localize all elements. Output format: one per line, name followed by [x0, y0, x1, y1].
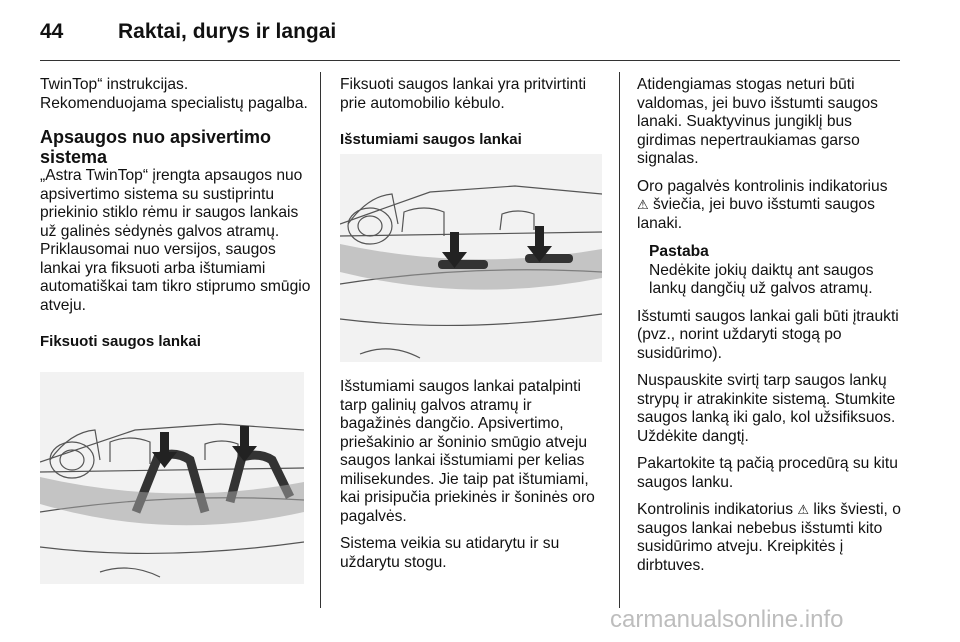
- extendable-rollbars-illustration: [340, 154, 602, 362]
- paragraph: Išstumti saugos lankai gali būti įtraukti (pvz., norint uždaryti stogą po susidūrimo).: [637, 307, 899, 362]
- page-number: 44: [40, 20, 64, 43]
- column-divider-1: [320, 72, 321, 608]
- paragraph-indicator: Kontrolinis indikatorius ⚠ liks šviesti, o saugos lankai nebebus išstumti kito susidūrimo atveju. Kreipkitės į dirbtuves.: [637, 501, 901, 574]
- column-divider-2: [619, 72, 620, 608]
- airbag-warning-icon: ⚠: [797, 502, 810, 517]
- airbag-warning-icon: ⚠: [637, 197, 649, 212]
- header-rule: [40, 60, 900, 61]
- section-heading-rollover: Apsaugos nuo apsivertimo sistema: [40, 127, 272, 167]
- paragraph: Nuspauskite svirtį tarp saugos lankų strypų ir atrakinkite sistemą. Stumkite saugos lanką iki galo, kol užsifiksuos. Uždėkite dangtį.: [637, 372, 896, 445]
- paragraph: TwinTop“ instrukcijas. Rekomenduojama specialistų pagalba.: [40, 76, 308, 112]
- page-title: Raktai, durys ir langai: [118, 20, 337, 43]
- paragraph: Išstumiami saugos lankai patalpinti tarp galinių galvos atramų ir bagažinės dangčio. Apsivertimo, priešakinio ar šoninio smūgio atveju saugos lankai išstumiami per kelias milisekundes. Jie taip pat ištumiami, kai prisipučia priekinės ir šoninės oro pagalvės.: [340, 378, 595, 525]
- paragraph: Atidengiamas stogas neturi būti valdomas, jei buvo išstumti saugos lanaki. Suaktyvinus jungiklį bus girdimas nepertraukiamas garso signalas.: [637, 76, 878, 167]
- subheading-fixed-bars: Fiksuoti saugos lankai: [40, 333, 201, 350]
- paragraph: Sistema veikia su atidarytu ir su uždarytu stogu.: [340, 535, 560, 571]
- paragraph: „Astra TwinTop“ įrengta apsaugos nuo apsivertimo sistema su sustiprintu priekinio stiklo rėmu ir saugos lankais už galinės sėdynės galvos atramų. Priklausomai nuo versijos, saugos lankai yra fiksuoti arba ištumiami automatiškai tam tikro stiprumo smūgio atveju.: [40, 167, 311, 314]
- subheading-extendable-bars: Išstumiami saugos lankai: [340, 131, 522, 148]
- watermark: carmanualsonline.info: [610, 606, 844, 633]
- note-box: [649, 243, 903, 299]
- page-header: [40, 20, 336, 44]
- paragraph: Fiksuoti saugos lankai yra pritvirtinti prie automobilio kėbulo.: [340, 76, 587, 112]
- column-1: [40, 76, 312, 366]
- paragraph-airbag-indicator: Oro pagalvės kontrolinis indikatorius ⚠ šviečia, jei buvo išstumti saugos lanaki.: [637, 177, 888, 232]
- column-2: [340, 76, 606, 164]
- note-text: Nedėkite jokių daiktų ant saugos lankų dangčių už galvos atramų.: [649, 261, 874, 297]
- note-title: Pastaba: [649, 243, 709, 260]
- column-3: [637, 76, 903, 584]
- fixed-rollbars-illustration: [40, 372, 304, 584]
- column-2-lower: [340, 378, 606, 581]
- paragraph: Pakartokite tą pačią procedūrą su kitu saugos lanku.: [637, 455, 898, 491]
